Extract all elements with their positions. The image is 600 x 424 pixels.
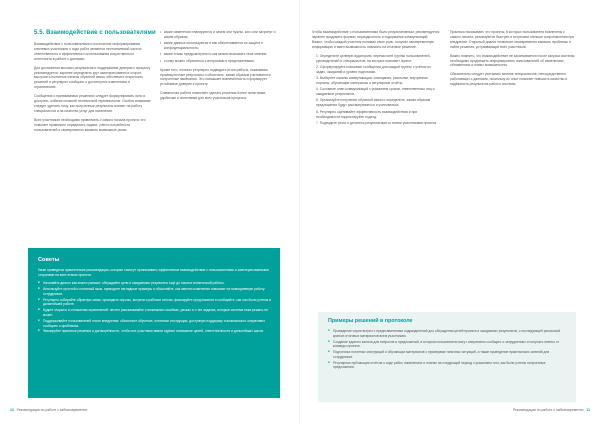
- list-item: 5. Организуйте получение обратной связи и определите, каким образом предложения будут рассматриваться и учитываться.: [316, 98, 431, 108]
- paragraph: Сообщения о принимаемых решениях следует формулировать ясно и доступно, избегая сложной технической терминологии. Особое внимание следует уделять тому, как полученные результаты влияют на работу специалистов и на качество услуг для населения.: [34, 94, 151, 113]
- list-item: • какие изменения планируются и зачем они нужны, кого они затронут и каким образом;: [160, 30, 278, 40]
- tip-item: ■ Регулярно собирайте обратную связь: проводите опросы, встречи и рабочие сессии, фиксируйте предложения и сообщайте, как они были учтены в дальнейшей работе.: [38, 298, 272, 307]
- example-item: ■ Подготовка понятных инструкций и обучающих материалов с примерами типичных ситуаций, а также проведение практических занятий для сотрудников.: [328, 350, 566, 359]
- example-item: ■ Создание единого канала для вопросов и предложений, в котором пользователи могут оперативно сообщать о затруднениях и получать ответы от команды проекта.: [328, 340, 566, 349]
- right-column-2: [450, 30, 576, 91]
- paragraph: Всех участников необходимо привлекать с самого начала проекта: это помогает правильно определить задачи, учесть потребности пользователей и своевременно выявить возможные риски.: [34, 117, 146, 132]
- tip-item: ■ Используйте простой и понятный язык, приводите наглядные примеры и объясняйте, как именно изменения повлияют на повседневную работу сотрудников.: [38, 287, 272, 296]
- tip-item: ■ Будьте открыты в отношении ограничений: честно рассказывайте о возможных ошибках, рисках и о тех задачах, которые система пока решить не может.: [38, 308, 272, 317]
- paragraph: Совместная работа позволяет сделать решения более понятными, удобными и полезными для всех участников процесса.: [160, 91, 267, 101]
- right-footer: [513, 408, 590, 412]
- example-item: ■ Проведение серии встреч с представителями подразделений для обсуждения целей проекта и ожидаемых результатов, с последующей рассылкой кратких итоговых материалов всем участникам.: [328, 329, 566, 338]
- paragraph: Кроме того, полезно регулярно подводить итоги работы, показывать промежуточные результаты и объяснять, каким образом учитываются полученные замечания. Это повышает вовлечённость и формирует устойчивое доверие к проекту.: [160, 67, 271, 87]
- list-item: 7. Подводите итоги и делитесь результатами со всеми участниками проекта.: [316, 120, 438, 125]
- numbered-list: [312, 54, 440, 126]
- example-item: ■ Регулярная публикация отчётов о ходе работ, изменениях и планах на следующий период с указанием того, как были учтены полученные предложения.: [328, 361, 566, 370]
- tips-title: Советы: [38, 257, 60, 263]
- tips-box: [28, 248, 280, 398]
- paragraph: Для достижения высоких результатов и поддержания доверия к процессу рекомендуется: заранее определить круг заинтересованных сторон, выстроить понятные каналы обратной связи, обеспечить открытость решений и регулярно сообщать о достигнутых изменениях и ограничениях.: [34, 65, 151, 90]
- paragraph: Важно помнить, что взаимодействие не заканчивается после запуска системы: необходимо продолжать информировать пользователей об изменениях, обновлениях и новых возможностях.: [450, 53, 576, 68]
- right-column-1: [312, 30, 440, 127]
- examples-list: [328, 329, 566, 370]
- footer-text: Рекомендации по работе с заблаговременно: [16, 408, 88, 412]
- tips-intro: Ниже приведены практические рекомендации, которые помогут организовать эффективное взаимодействие с пользователями и заинтересованными сторонами на всех этапах проекта.: [38, 268, 269, 277]
- left-footer: [10, 408, 87, 412]
- left-column-1: [34, 42, 152, 137]
- page-number: 10: [10, 408, 14, 412]
- list-item: 2. Сформулируйте ключевые сообщения для каждой группы с учётом их задач, ожиданий и уровня подготовки.: [316, 64, 431, 74]
- list-item: 6. Регулярно оценивайте эффективность взаимодействия и при необходимости корректируйте подход.: [316, 109, 418, 119]
- paragraph: Взаимодействие с пользователями и постоянное информирование ключевых участников о ходе работ являются неотъемлемой частью ответственного и эффективного использования искусственного интеллекта в работе с данными.: [34, 42, 142, 61]
- tip-item: ■ Начинайте диалог как можно раньше: обсуждайте цели и ожидаемые результаты ещё до начала технической работы.: [38, 281, 272, 286]
- section-heading: 5.5. Взаимодействие с пользователями: [34, 30, 156, 36]
- examples-title: Примеры решений в протоколе: [328, 318, 413, 324]
- list-item: 1. Определите целевую аудиторию: перечислите группы пользователей, руководителей и специалистов, на которых повлияет проект.: [316, 53, 431, 63]
- paragraph: Практика показывает, что проекты, в которых пользователи вовлечены с самого начала, реализуются быстрее и встречают меньше сопротивления при внедрении. Открытый диалог позволяет своевременно выявить проблемы и найти решения, устраивающие всех участников.: [450, 30, 575, 49]
- right-page: [300, 0, 600, 424]
- page-number: 11: [586, 408, 590, 412]
- list-item: • какие этапы предусмотрены и как можно высказать своё мнение;: [160, 52, 278, 57]
- bullet-list: [160, 30, 278, 64]
- paragraph: Обязательно следует учитывать мнение специалистов, непосредственно работающих с данными, поскольку их опыт помогает повысить качество и надёжность результатов работы системы.: [450, 72, 568, 87]
- tips-list: [38, 281, 272, 334]
- examples-box: [318, 312, 576, 402]
- tip-item: ■ Фиксируйте принятые решения и договорённости, чтобы все участники имели единое понимание целей, ответственности и дальнейших шагов.: [38, 329, 272, 334]
- paragraph: Чтобы взаимодействие с пользователями было результативным, рекомендуется заранее продумать формат, периодичность и содержание коммуникаций. Важно, чтобы каждый участник понимал свою роль, получал своевременную информацию и имел возможность повлиять на итоговое решение.: [312, 30, 440, 49]
- list-item: • к кому можно обратиться с вопросами и предложениями.: [160, 59, 278, 64]
- list-item: 4. Составьте план коммуникаций с указанием сроков, ответственных лиц и ожидаемых результатов.: [316, 87, 435, 97]
- list-item: 3. Выберите каналы коммуникации: совещания, рассылки, внутренние порталы, обучающие материалы и регулярные отчёты.: [316, 76, 429, 85]
- left-column-2: [160, 30, 278, 105]
- tip-item: ■ Поддерживайте пользователей после внедрения: обеспечьте обучение, понятные инструкции, доступную поддержку и возможность оперативно сообщать о проблемах.: [38, 319, 272, 328]
- list-item: • какие данные используются и как обеспечивается их защита и конфиденциальность;: [160, 41, 278, 51]
- footer-text: Рекомендации по работе с заблаговременно: [512, 408, 584, 412]
